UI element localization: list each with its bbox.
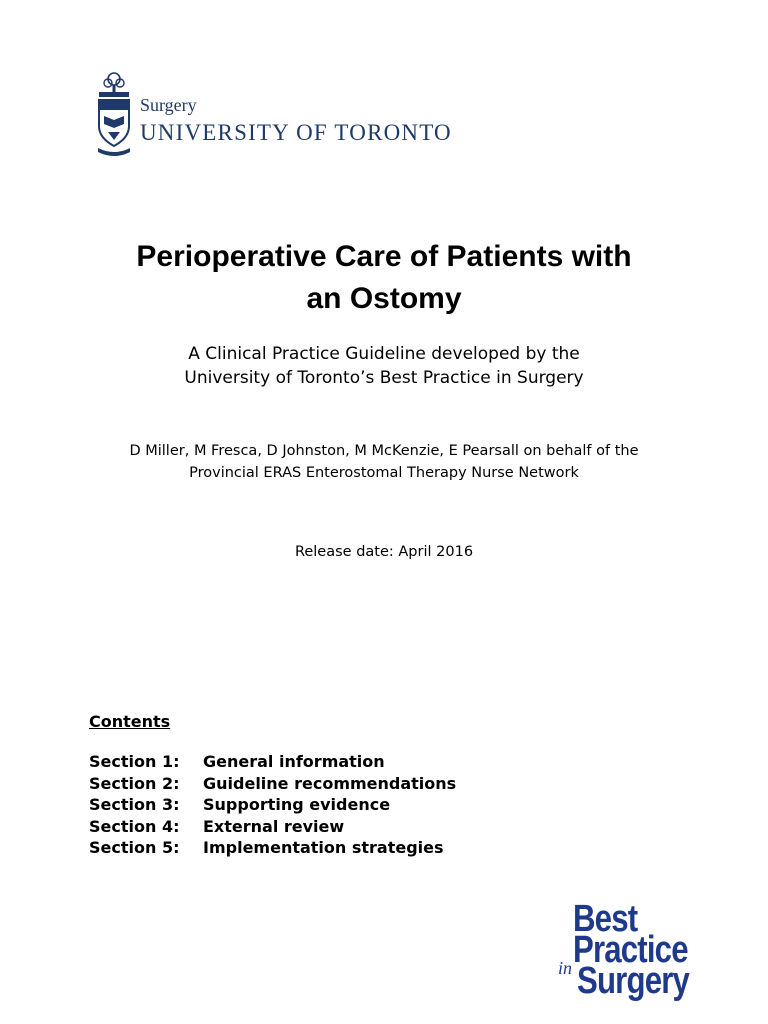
university-logo (96, 70, 476, 160)
author-list (0, 440, 768, 484)
toc-row (89, 751, 549, 773)
department-name: Surgery (140, 95, 197, 115)
toc-section-title: Implementation strategies (203, 838, 444, 857)
toc-section-title: External review (203, 816, 345, 836)
toc-section-title: General information (203, 752, 385, 771)
title-line-1: Perioperative Care of Patients with (136, 240, 632, 273)
university-crest-icon (96, 70, 132, 156)
toc-row (89, 816, 549, 838)
bpis-best: Best (573, 898, 638, 940)
bpis-in: in (558, 958, 573, 978)
toc-row (89, 837, 549, 859)
toc-section-number: Section 4: (89, 816, 180, 836)
authors-line-1: D Miller, M Fresca, D Johnston, M McKenzie, E Pearsall on behalf of the (129, 443, 639, 459)
authors-line-2: Provincial ERAS Enterostomal Therapy Nurse Network (189, 465, 579, 481)
toc-section-number: Section 1: (89, 752, 180, 771)
release-date: Release date: April 2016 (294, 544, 474, 560)
toc-section-title: Supporting evidence (203, 795, 391, 814)
toc-section-number: Section 3: (89, 795, 180, 814)
document-subtitle (0, 342, 768, 390)
bpis-practice: Practice (573, 929, 688, 971)
title-line-2: an Ostomy (306, 282, 462, 315)
best-practice-in-surgery-logo (555, 898, 715, 1006)
table-of-contents (89, 712, 549, 859)
subtitle-line-1: A Clinical Practice Guideline developed by the (188, 344, 580, 364)
toc-section-title: Guideline recommendations (203, 773, 457, 793)
bpis-surgery: Surgery (577, 960, 690, 1002)
document-title (0, 236, 768, 320)
toc-section-number: Section 5: (89, 838, 180, 857)
toc-row (89, 773, 549, 795)
toc-row (89, 794, 549, 816)
toc-section-number: Section 2: (89, 773, 180, 793)
university-name: UNIVERSITY OF TORONTO (140, 120, 452, 145)
subtitle-line-2: University of Toronto’s Best Practice in Surgery (184, 368, 584, 388)
contents-heading: Contents (89, 712, 171, 731)
